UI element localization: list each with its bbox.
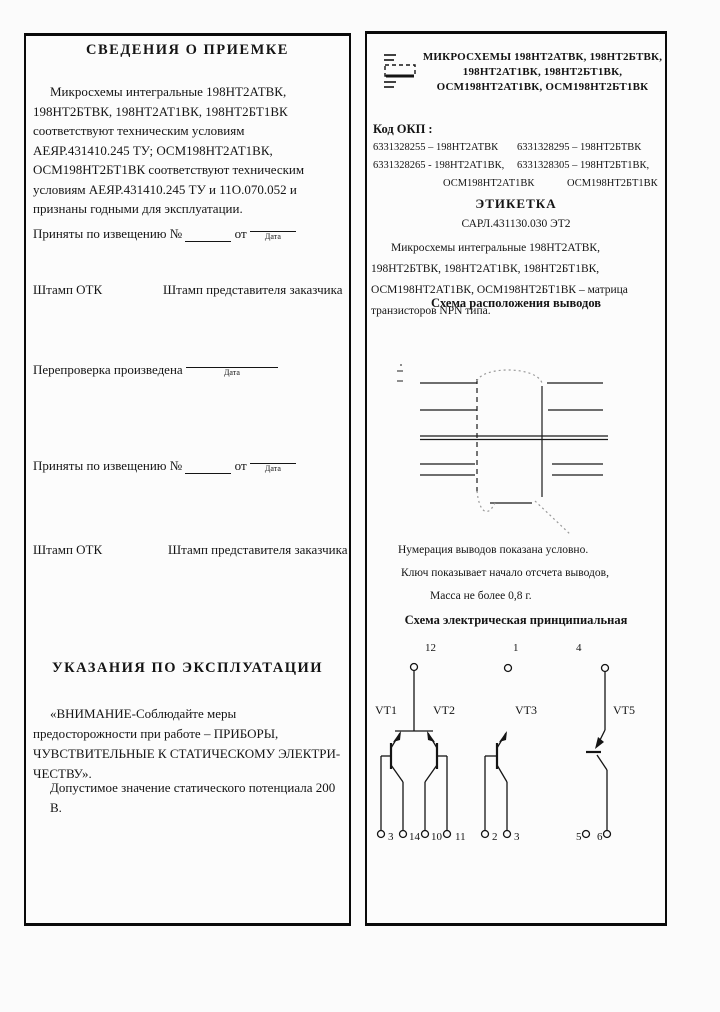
left-lead-lines [420,383,477,475]
bottom-pins-group3 [576,831,611,844]
transistor-vt5 [586,730,607,830]
instructions-title: УКАЗАНИЯ ПО ЭКСПЛУАТАЦИИ [51,660,324,676]
transistor-label: VT5 [613,703,635,717]
svg-text:10: 10 [431,831,442,843]
from-label: от [234,458,247,473]
top-pin-4 [576,642,609,730]
bottom-pins-group2 [482,831,521,844]
bottom-pins-group1 [378,831,466,844]
svg-text:1: 1 [513,642,519,654]
recheck-date-blank [186,354,278,368]
date-blank [250,218,296,232]
title-line-3: ОСМ198НТ2АТ1ВК, ОСМ198НТ2БТ1ВК [436,81,649,93]
package-outline-dashed [477,370,571,535]
right-lead-lines [547,383,603,475]
date-blank [250,450,296,464]
okp-code: 6331328295 – 198НТ2БТВК [517,142,642,153]
common-lead-lines [420,436,608,440]
notice-number-blank [185,460,231,474]
notice-number-blank [185,228,231,242]
okp-code: 6331328305 – 198НТ2БТ1ВК, [517,160,650,171]
customer-stamp-1 [163,282,343,298]
okp-code: 6331328265 - 198НТ2АТ1ВК, [373,160,505,171]
key-mark-icon [397,364,403,381]
svg-text:6: 6 [597,831,603,843]
label-page [365,31,667,926]
top-pin-12 [411,642,437,731]
date-blank-wrap [250,448,296,474]
from-label: от [234,226,247,241]
okp-code: 6331328255 – 198НТ2АТВК [373,142,499,153]
customer-stamp-label: Штамп представителя заказчика [168,542,348,557]
okp-code: ОСМ198НТ2БТ1ВК [567,178,658,189]
transistor-label: VT2 [433,703,455,717]
label-body: Микросхемы интегральные 198НТ2АТВК, 198НТ2БТВК, 198НТ2АТ1ВК, 198НТ2БТ1ВК, ОСМ198НТ2АТ1ВК, ОСМ198НТ2БТ1ВК – матрица транзисторов NPN типа. [371,242,628,317]
acceptance-body: Микросхемы интегральные 198НТ2АТВК, 198НТ2БТВК, 198НТ2АТ1ВК, 198НТ2БТ1ВК соответствуют техническим условиям АЕЯР.431410.245 ТУ; ОСМ198НТ2АТ1ВК, ОСМ198НТ2БТ1ВК соответствуют техническим условиям АЕЯР.431410.245 ТУ и 11О.070.052 и признаны годными для эксплуатации. [33,84,305,216]
svg-text:2: 2 [492,831,498,843]
manufacturer-logo-icon [379,51,423,95]
svg-text:4: 4 [576,642,582,654]
customer-stamp-label: Штамп представителя заказчика [163,282,343,297]
schematic-diagram [367,636,665,868]
date-blank-wrap [250,216,296,242]
svg-text:3: 3 [388,831,394,843]
svg-text:12: 12 [425,642,436,654]
otk-stamp-label: Штамп ОТК [33,282,103,297]
date-caption: Дата [264,232,281,241]
transistor-label: VT1 [375,703,397,717]
date-caption: Дата [223,368,240,377]
svg-text:3: 3 [514,831,520,843]
label-doc-code: САРЛ.431130.030 ЭТ2 [461,218,571,230]
stamp-row-2 [33,542,102,558]
okp-code-label: Код ОКП : [373,122,433,136]
svg-text:11: 11 [455,831,466,843]
accepted-label: Приняты по извещению № [33,458,183,473]
customer-stamp-2 [168,542,348,558]
label-title: ЭТИКЕТКА [475,196,557,211]
svg-text:5: 5 [576,831,582,843]
recheck-date-wrap [186,352,278,378]
otk-stamp-label: Штамп ОТК [33,542,103,557]
note-line: Ключ показывает начало отсчета выводов, [401,567,609,579]
recheck-row [33,352,278,378]
microcircuits-title [422,50,663,95]
transistor-vt1 [381,731,403,830]
note-line: Масса не более 0,8 г. [430,590,532,602]
accepted-label: Приняты по извещению № [33,226,183,241]
transistor-label: VT3 [515,703,537,717]
svg-text:14: 14 [409,831,420,843]
accepted-row-2 [33,448,296,474]
pinout-title: Схема расположения выводов [430,296,602,310]
static-potential-note: Допустимое значение статического потенциала 200 В. [50,780,336,815]
pinout-diagram [385,361,625,539]
top-pin-1 [505,642,519,672]
note-line: Нумерация выводов показана условно. [398,544,589,556]
title-line-2: 198НТ2АТ1ВК, 198НТ2БТ1ВК, [462,66,623,78]
okp-code: ОСМ198НТ2АТ1ВК [443,178,535,189]
schematic-title: Схема электрическая принципиальная [404,613,628,627]
warning-text: «ВНИМАНИЕ-Соблюдайте меры предосторожности при работе – ПРИБОРЫ, ЧУВСТВИТЕЛЬНЫЕ К СТАТИЧЕСКОМУ ЭЛЕКТРИ-ЧЕСТВУ». [33,706,341,781]
transistor-vt2 [425,731,447,830]
date-caption: Дата [264,464,281,473]
acceptance-page [24,33,351,926]
recheck-label: Перепроверка произведена [33,362,183,377]
title-line-1: МИКРОСХЕМЫ 198НТ2АТВК, 198НТ2БТВК, [422,51,663,63]
stamp-row-1 [33,282,102,298]
accepted-row-1 [33,216,296,242]
acceptance-title: СВЕДЕНИЯ О ПРИЕМКЕ [86,42,289,58]
transistor-vt3 [485,731,507,830]
